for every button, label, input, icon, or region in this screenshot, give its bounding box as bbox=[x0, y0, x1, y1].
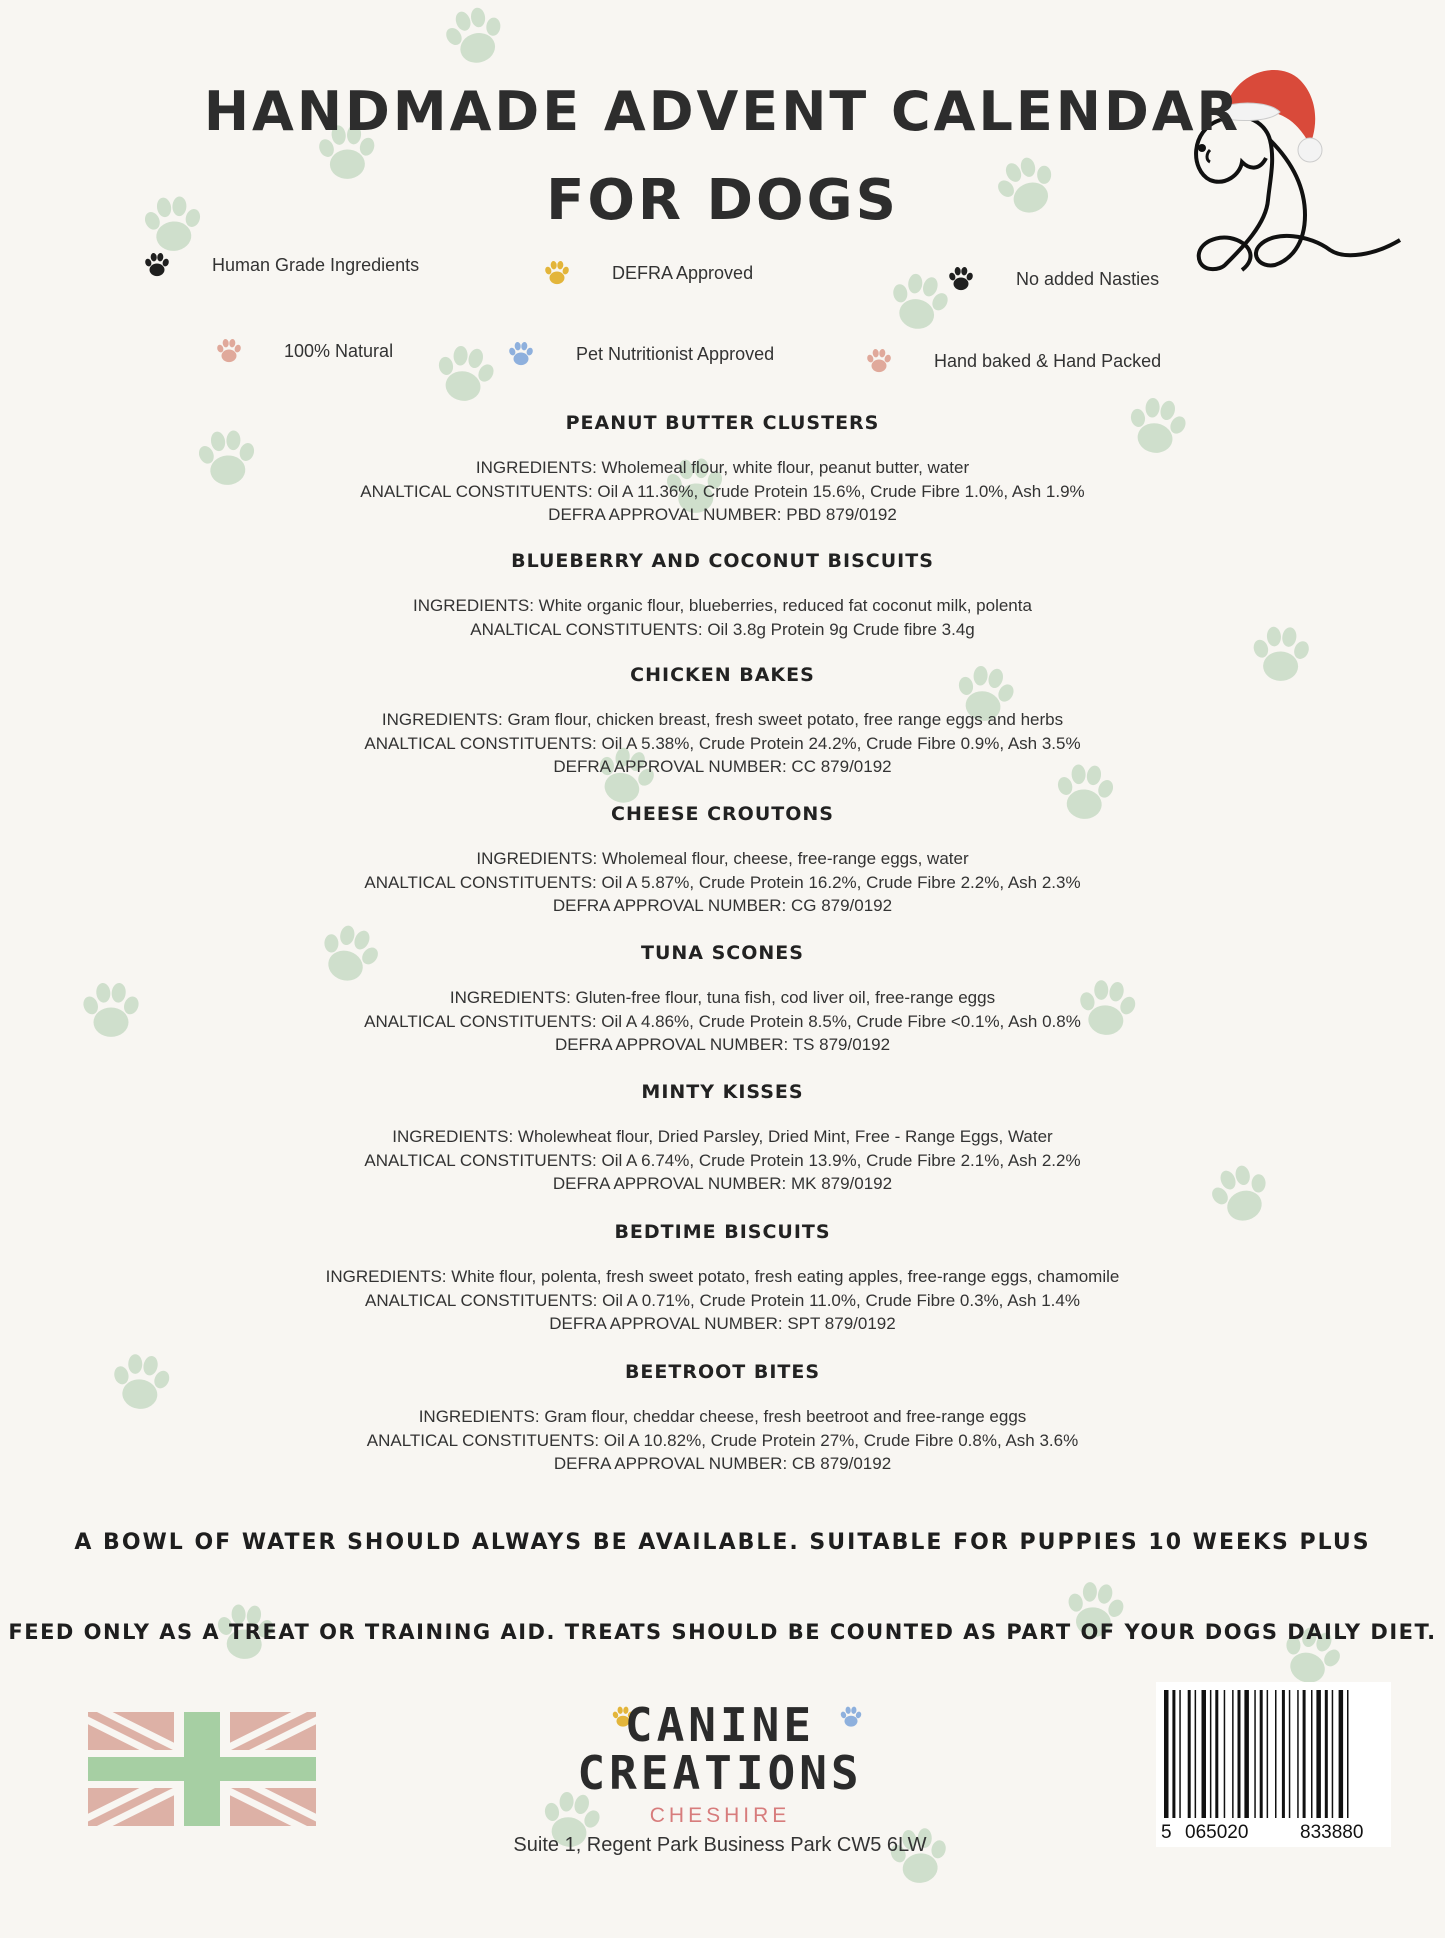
background-paw-icon bbox=[424, 334, 505, 415]
product-line: INGREDIENTS: White organic flour, blueberries, reduced fat coconut milk, polenta bbox=[413, 596, 1032, 615]
product-line: INGREDIENTS: Gram flour, cheddar cheese, fresh beetroot and free-range eggs bbox=[418, 1407, 1027, 1426]
barcode-bar bbox=[1332, 1690, 1334, 1818]
barcode-digits-last: 833880 bbox=[1300, 1822, 1364, 1843]
barcode-bar bbox=[1316, 1690, 1321, 1818]
badge-no-nasties bbox=[946, 264, 1159, 294]
product-section bbox=[0, 412, 1445, 527]
product-name: BEETROOT BITES bbox=[624, 1361, 821, 1383]
product-line: DEFRA APPROVAL NUMBER: CG 879/0192 bbox=[552, 896, 893, 915]
product-line: DEFRA APPROVAL NUMBER: PBD 879/0192 bbox=[548, 505, 897, 524]
product-section bbox=[0, 803, 1445, 918]
barcode-bar bbox=[1303, 1690, 1306, 1818]
product-line: DEFRA APPROVAL NUMBER: SPT 879/0192 bbox=[549, 1314, 896, 1333]
barcode-bar bbox=[1244, 1690, 1249, 1818]
product-name: PEANUT BUTTER CLUSTERS bbox=[565, 412, 880, 434]
barcode-bar bbox=[1195, 1690, 1197, 1818]
page-title-line2: FOR DOGS bbox=[546, 168, 899, 233]
product-line: ANALTICAL CONSTITUENTS: Oil A 5.38%, Crude Protein 24.2%, Crude Fibre 0.9%, Ash 3.5% bbox=[364, 733, 1081, 753]
barcode-bar bbox=[1339, 1690, 1344, 1818]
barcode-bar bbox=[1232, 1690, 1234, 1818]
paw-icon bbox=[142, 250, 172, 280]
badge-natural bbox=[214, 336, 393, 366]
background-paw-icon bbox=[881, 1819, 958, 1896]
product-line: INGREDIENTS: White flour, polenta, fresh sweet potato, fresh eating apples, free-range eggs, chamomile bbox=[325, 1267, 1120, 1286]
background-paw-icon bbox=[433, 0, 518, 79]
product-line: DEFRA APPROVAL NUMBER: CC 879/0192 bbox=[553, 757, 892, 776]
product-name: CHEESE CROUTONS bbox=[611, 803, 834, 825]
barcode-bar bbox=[1311, 1690, 1313, 1818]
brand-region: CHESHIRE bbox=[649, 1804, 791, 1827]
badge-label: 100% Natural bbox=[284, 340, 394, 361]
product-section bbox=[0, 1361, 1445, 1476]
feed-notice: FEED ONLY AS A TREAT OR TRAINING AID. TREATS SHOULD BE COUNTED AS PART OF YOUR DOGS DAILY DIET. bbox=[8, 1620, 1437, 1644]
product-line: ANALTICAL CONSTITUENTS: Oil A 0.71%, Crude Protein 11.0%, Crude Fibre 0.3%, Ash 1.4% bbox=[365, 1290, 1080, 1310]
barcode-bar bbox=[1179, 1690, 1181, 1818]
barcode-bar bbox=[1275, 1690, 1277, 1818]
barcode-bar bbox=[1188, 1690, 1191, 1818]
product-line: DEFRA APPROVAL NUMBER: MK 879/0192 bbox=[552, 1174, 893, 1193]
product-name: BLUEBERRY AND COCONUT BISCUITS bbox=[511, 550, 934, 572]
barcode-bar bbox=[1172, 1690, 1175, 1818]
paw-icon bbox=[946, 264, 976, 294]
badge-label: Hand baked & Hand Packed bbox=[934, 350, 1162, 371]
water-notice: A BOWL OF WATER SHOULD ALWAYS BE AVAILABLE. SUITABLE FOR PUPPIES 10 WEEKS PLUS bbox=[74, 1530, 1371, 1555]
product-line: ANALTICAL CONSTITUENTS: Oil A 5.87%, Crude Protein 16.2%, Crude Fibre 2.2%, Ash 2.3% bbox=[364, 872, 1081, 892]
product-section bbox=[0, 550, 1445, 641]
product-section bbox=[0, 942, 1445, 1057]
barcode-bar bbox=[1289, 1690, 1291, 1818]
product-line: INGREDIENTS: Wholemeal flour, white flour, peanut butter, water bbox=[475, 458, 970, 477]
product-line: INGREDIENTS: Wholemeal flour, cheese, free-range eggs, water bbox=[476, 849, 969, 868]
brand-name-line2: CREATIONS bbox=[577, 1746, 863, 1800]
product-line: DEFRA APPROVAL NUMBER: TS 879/0192 bbox=[554, 1035, 891, 1054]
brand-address: Suite 1, Regent Park Business Park CW5 6LW bbox=[513, 1834, 927, 1856]
barcode-bar bbox=[1282, 1690, 1285, 1818]
product-name: TUNA SCONES bbox=[641, 942, 804, 964]
barcode-bar bbox=[1224, 1690, 1226, 1818]
product-section bbox=[0, 1081, 1445, 1196]
barcode-bar bbox=[1210, 1690, 1212, 1818]
product-section bbox=[0, 1221, 1445, 1336]
badge-label: No added Nasties bbox=[1016, 268, 1160, 289]
badge-human-grade bbox=[142, 250, 419, 280]
barcode-bar bbox=[1254, 1690, 1256, 1818]
product-line: ANALTICAL CONSTITUENTS: Oil 3.8g Protein 9g Crude fibre 3.4g bbox=[470, 619, 975, 639]
barcode-bar bbox=[1325, 1690, 1328, 1818]
paw-icon bbox=[506, 339, 536, 369]
brand-name-line1: CANINE bbox=[624, 1698, 816, 1752]
page-title-line1: HANDMADE ADVENT CALENDAR bbox=[203, 80, 1242, 143]
product-line: INGREDIENTS: Gluten-free flour, tuna fish, cod liver oil, free-range eggs bbox=[449, 988, 996, 1007]
barcode-bar bbox=[1202, 1690, 1207, 1818]
badge-label: Human Grade Ingredients bbox=[212, 254, 420, 275]
union-flag bbox=[88, 1712, 316, 1826]
paw-icon bbox=[214, 336, 244, 366]
barcode-bar bbox=[1267, 1690, 1269, 1818]
badge-label: DEFRA Approved bbox=[612, 262, 754, 283]
badge-defra bbox=[542, 258, 753, 288]
barcode-bar bbox=[1297, 1690, 1299, 1818]
product-line: ANALTICAL CONSTITUENTS: Oil A 4.86%, Crude Protein 8.5%, Crude Fibre <0.1%, Ash 0.8% bbox=[364, 1011, 1081, 1031]
product-section bbox=[0, 664, 1445, 779]
badge-label: Pet Nutritionist Approved bbox=[576, 343, 775, 364]
product-line: DEFRA APPROVAL NUMBER: CB 879/0192 bbox=[553, 1454, 892, 1473]
paw-icon bbox=[542, 258, 572, 288]
product-name: MINTY KISSES bbox=[641, 1081, 804, 1103]
product-line: INGREDIENTS: Gram flour, chicken breast, fresh sweet potato, free range eggs and herbs bbox=[381, 710, 1064, 729]
barcode-bar bbox=[1260, 1690, 1263, 1818]
barcode-bar bbox=[1215, 1690, 1218, 1818]
product-line: ANALTICAL CONSTITUENTS: Oil A 10.82%, Crude Protein 27%, Crude Fibre 0.8%, Ash 3.6% bbox=[366, 1430, 1079, 1450]
barcode-digits-mid: 065020 bbox=[1185, 1822, 1249, 1843]
barcode-bar bbox=[1164, 1690, 1169, 1818]
barcode-bar bbox=[1347, 1690, 1349, 1818]
barcode-bars bbox=[1156, 1682, 1391, 1822]
product-name: CHICKEN BAKES bbox=[630, 664, 815, 686]
badge-nutritionist bbox=[506, 339, 774, 369]
paw-icon bbox=[864, 346, 894, 376]
barcode-digit-first: 5 bbox=[1161, 1822, 1172, 1843]
product-name: BEDTIME BISCUITS bbox=[614, 1221, 831, 1243]
barcode-bar bbox=[1238, 1690, 1241, 1818]
badge-hand-baked bbox=[864, 346, 1161, 376]
product-line: INGREDIENTS: Wholewheat flour, Dried Parsley, Dried Mint, Free - Range Eggs, Water bbox=[392, 1127, 1053, 1146]
product-line: ANALTICAL CONSTITUENTS: Oil A 6.74%, Crude Protein 13.9%, Crude Fibre 2.1%, Ash 2.2% bbox=[364, 1150, 1081, 1170]
product-line: ANALTICAL CONSTITUENTS: Oil A 11.36%, Crude Protein 15.6%, Crude Fibre 1.0%, Ash 1.9% bbox=[360, 481, 1085, 501]
